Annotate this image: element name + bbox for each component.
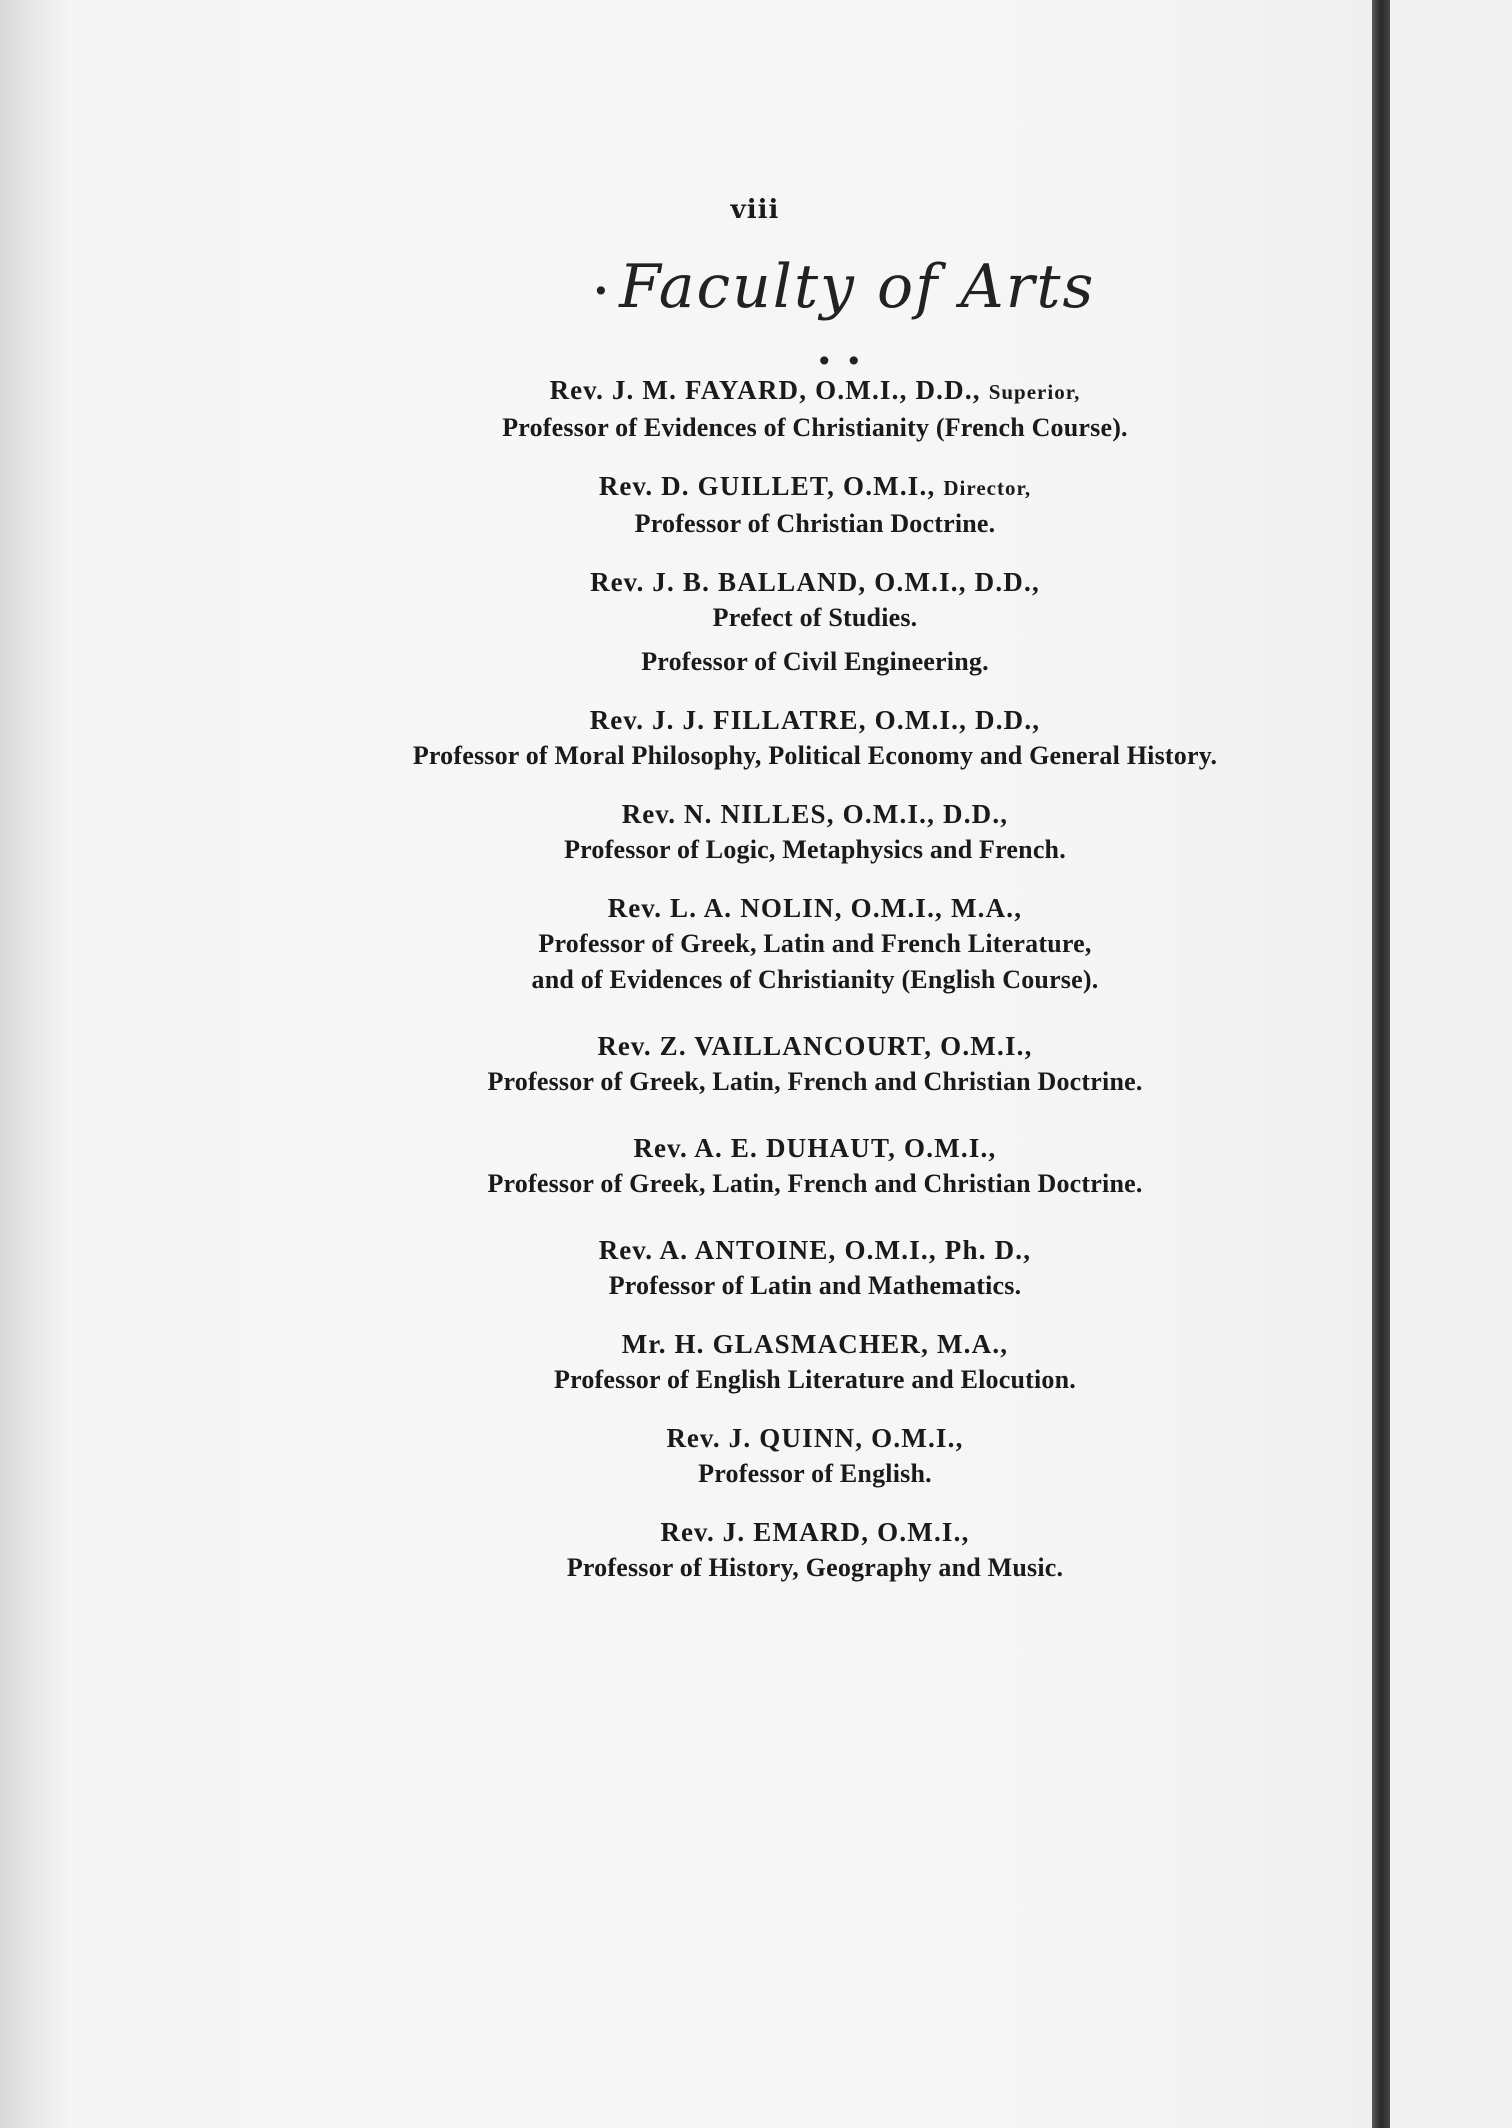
faculty-entry bbox=[300, 890, 1330, 998]
page-edge-shadow bbox=[0, 0, 70, 2128]
book-spine bbox=[1372, 0, 1390, 2128]
ornament-dot-right: • • bbox=[816, 344, 864, 378]
faculty-title: Rev. bbox=[660, 1517, 715, 1547]
faculty-description: Prefect of Studies. bbox=[712, 603, 918, 632]
faculty-name: J. EMARD, O.M.I., bbox=[722, 1517, 970, 1547]
faculty-name-line bbox=[300, 564, 1330, 600]
faculty-name: N. NILLES, O.M.I., D.D., bbox=[683, 799, 1009, 829]
faculty-name-line bbox=[300, 1232, 1330, 1268]
faculty-name: L. A. NOLIN, O.M.I., M.A., bbox=[669, 893, 1023, 923]
facing-page-edge bbox=[1390, 0, 1512, 2128]
faculty-description: Professor of Logic, Metaphysics and French. bbox=[564, 835, 1066, 864]
faculty-entry bbox=[300, 468, 1330, 542]
faculty-description: Professor of Latin and Mathematics. bbox=[608, 1271, 1022, 1300]
faculty-name: A. ANTOINE, O.M.I., Ph. D., bbox=[659, 1235, 1032, 1265]
faculty-entry bbox=[300, 1232, 1330, 1304]
faculty-description: and of Evidences of Christianity (English Course). bbox=[531, 965, 1099, 994]
faculty-description: Professor of Moral Philosophy, Political Economy and General History. bbox=[412, 741, 1218, 770]
faculty-title: Mr. bbox=[621, 1329, 667, 1359]
faculty-name-line bbox=[300, 702, 1330, 738]
faculty-entry bbox=[300, 564, 1330, 680]
faculty-title: Rev. bbox=[607, 893, 663, 923]
section-heading-text: Faculty of Arts bbox=[619, 252, 1096, 322]
faculty-title: Rev. bbox=[549, 375, 604, 405]
faculty-description: Professor of History, Geography and Music. bbox=[566, 1553, 1064, 1582]
faculty-name: J. J. FILLATRE, O.M.I., D.D., bbox=[651, 705, 1041, 735]
faculty-title: Rev. bbox=[590, 567, 645, 597]
faculty-title: Rev. bbox=[621, 799, 676, 829]
faculty-description: Professor of Greek, Latin and French Literature, bbox=[538, 929, 1092, 958]
faculty-entry bbox=[300, 1326, 1330, 1398]
faculty-name: H. GLASMACHER, M.A., bbox=[674, 1329, 1009, 1359]
faculty-name-line bbox=[300, 890, 1330, 926]
faculty-name: D. GUILLET, O.M.I., bbox=[661, 471, 936, 501]
faculty-name-line bbox=[300, 1130, 1330, 1166]
faculty-name-line bbox=[300, 1420, 1330, 1456]
faculty-description: Professor of Evidences of Christianity (French Course). bbox=[502, 413, 1128, 442]
faculty-name: J. M. FAYARD, O.M.I., D.D., bbox=[611, 375, 981, 405]
faculty-name: J. B. BALLAND, O.M.I., D.D., bbox=[652, 567, 1040, 597]
faculty-name: Z. VAILLANCOURT, O.M.I., bbox=[659, 1031, 1033, 1061]
faculty-description: Professor of English Literature and Elocution. bbox=[553, 1365, 1076, 1394]
faculty-entry bbox=[300, 1514, 1330, 1586]
faculty-name-line bbox=[300, 468, 1330, 506]
faculty-role: Director, bbox=[943, 476, 1032, 500]
faculty-entry bbox=[300, 702, 1330, 774]
faculty-description: Professor of Greek, Latin, French and Christian Doctrine. bbox=[487, 1067, 1143, 1096]
faculty-title: Rev. bbox=[666, 1423, 721, 1453]
faculty-entry bbox=[300, 1420, 1330, 1492]
faculty-name: A. E. DUHAUT, O.M.I., bbox=[694, 1133, 997, 1163]
faculty-title: Rev. bbox=[589, 705, 644, 735]
faculty-description: Professor of English. bbox=[698, 1459, 932, 1488]
faculty-title: Rev. bbox=[598, 1235, 654, 1265]
faculty-name-line bbox=[300, 796, 1330, 832]
faculty-name-line bbox=[300, 372, 1330, 410]
faculty-description: Professor of Civil Engineering. bbox=[641, 647, 989, 676]
page-number: viii bbox=[730, 195, 780, 225]
faculty-entry bbox=[300, 372, 1330, 446]
faculty-description: Professor of Greek, Latin, French and Christian Doctrine. bbox=[487, 1169, 1143, 1198]
faculty-name-line bbox=[300, 1028, 1330, 1064]
faculty-name-line bbox=[300, 1326, 1330, 1362]
faculty-list bbox=[300, 372, 1330, 1586]
faculty-name-line bbox=[300, 1514, 1330, 1550]
faculty-role: Superior, bbox=[988, 380, 1081, 404]
faculty-title: Rev. bbox=[597, 1031, 652, 1061]
ornament-dot-left: • bbox=[592, 274, 612, 308]
section-heading bbox=[560, 252, 1120, 392]
faculty-entry bbox=[300, 1028, 1330, 1100]
faculty-title: Rev. bbox=[598, 471, 654, 501]
faculty-name: J. QUINN, O.M.I., bbox=[728, 1423, 964, 1453]
faculty-entry bbox=[300, 1130, 1330, 1202]
faculty-description: Professor of Christian Doctrine. bbox=[634, 509, 996, 538]
faculty-entry bbox=[300, 796, 1330, 868]
faculty-title: Rev. bbox=[633, 1133, 688, 1163]
